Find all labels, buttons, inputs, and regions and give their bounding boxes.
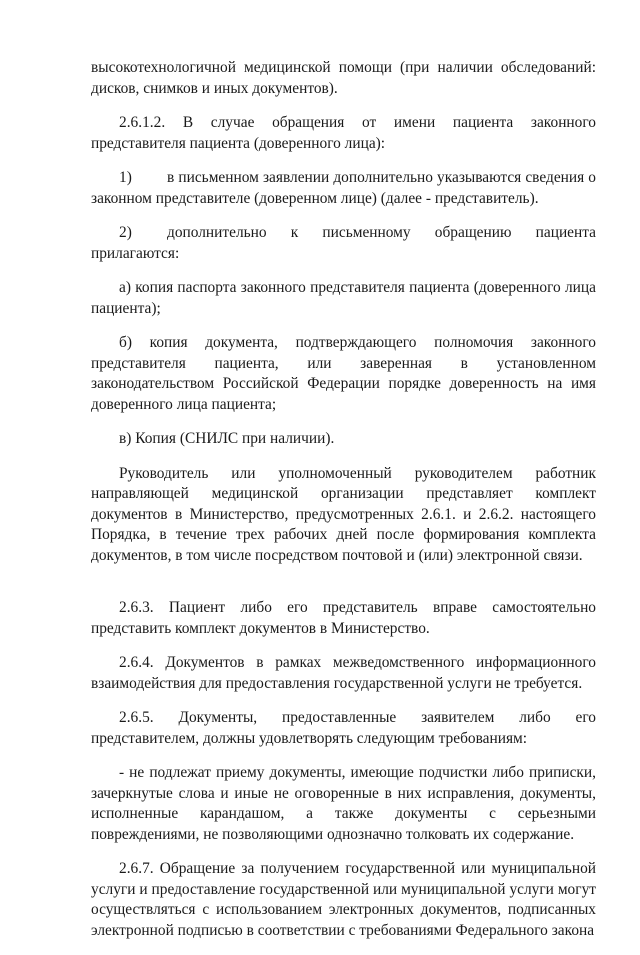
list-text-2: дополнительно к письменному обращению пациента прилагаются: [91,224,596,262]
list-number-2: 2) [119,224,132,241]
paragraph-requirements: - не подлежат приему документы, имеющие подчистки либо приписки, зачеркнутые слова и иные не оговоренные в них исправления, документы, исполненные карандашом, а также документы с серьезными повреждениями, не позволяющими однозначно толковать их содержание. [91,764,596,843]
paragraph-2-6-1-2: 2.6.1.2. В случае обращения от имени пациента законного представителя пациента (доверенного лица): [91,114,596,152]
paragraph-head-submits: Руководитель или уполномоченный руководителем работник направляющей медицинской организации представляет комплект документов в Министерство, предусмотренных 2.6.1. и 2.6.2. настоящего Порядка, в течение трех рабочих дней после формирования комплекта документов, в том числе посредством почтовой и (или) электронной связи. [91,464,596,564]
document-page [91,58,596,955]
paragraph-v: в) Копия (СНИЛС при наличии). [119,430,335,447]
paragraph-continuation: высокотехнологичной медицинской помощи (при наличии обследований: дисков, снимков и иных документов). [91,59,596,97]
list-number-1: 1) [119,169,132,186]
list-item-2 [91,223,596,264]
paragraph-b: б) копия документа, подтверждающего полномочия законного представителя пациента, или заверенная в установленном законодательством Российской Федерации порядке доверенность на имя доверенного лица пациента; [91,334,596,413]
list-item-1 [91,168,596,209]
paragraph-2-6-7: 2.6.7. Обращение за получением государственной или муниципальной услуги и предоставление государственной или муниципальной услуги могут осуществляться с использованием электронных документов, подписанных электронной подписью в соответствии с требованиями Федерального закона [91,860,596,939]
list-text-1: в письменном заявлении дополнительно указываются сведения о законном представителе (доверенном лице) (далее - представитель). [91,169,596,207]
paragraph-2-6-3: 2.6.3. Пациент либо его представитель вправе самостоятельно представить комплект документов в Министерство. [91,599,596,637]
paragraph-a: а) копия паспорта законного представителя пациента (доверенного лица пациента); [91,279,596,317]
paragraph-2-6-5: 2.6.5. Документы, предоставленные заявителем либо его представителем, должны удовлетворять следующим требованиям: [91,709,596,747]
paragraph-2-6-4: 2.6.4. Документов в рамках межведомственного информационного взаимодействия для предоставления государственной услуги не требуется. [91,654,596,692]
